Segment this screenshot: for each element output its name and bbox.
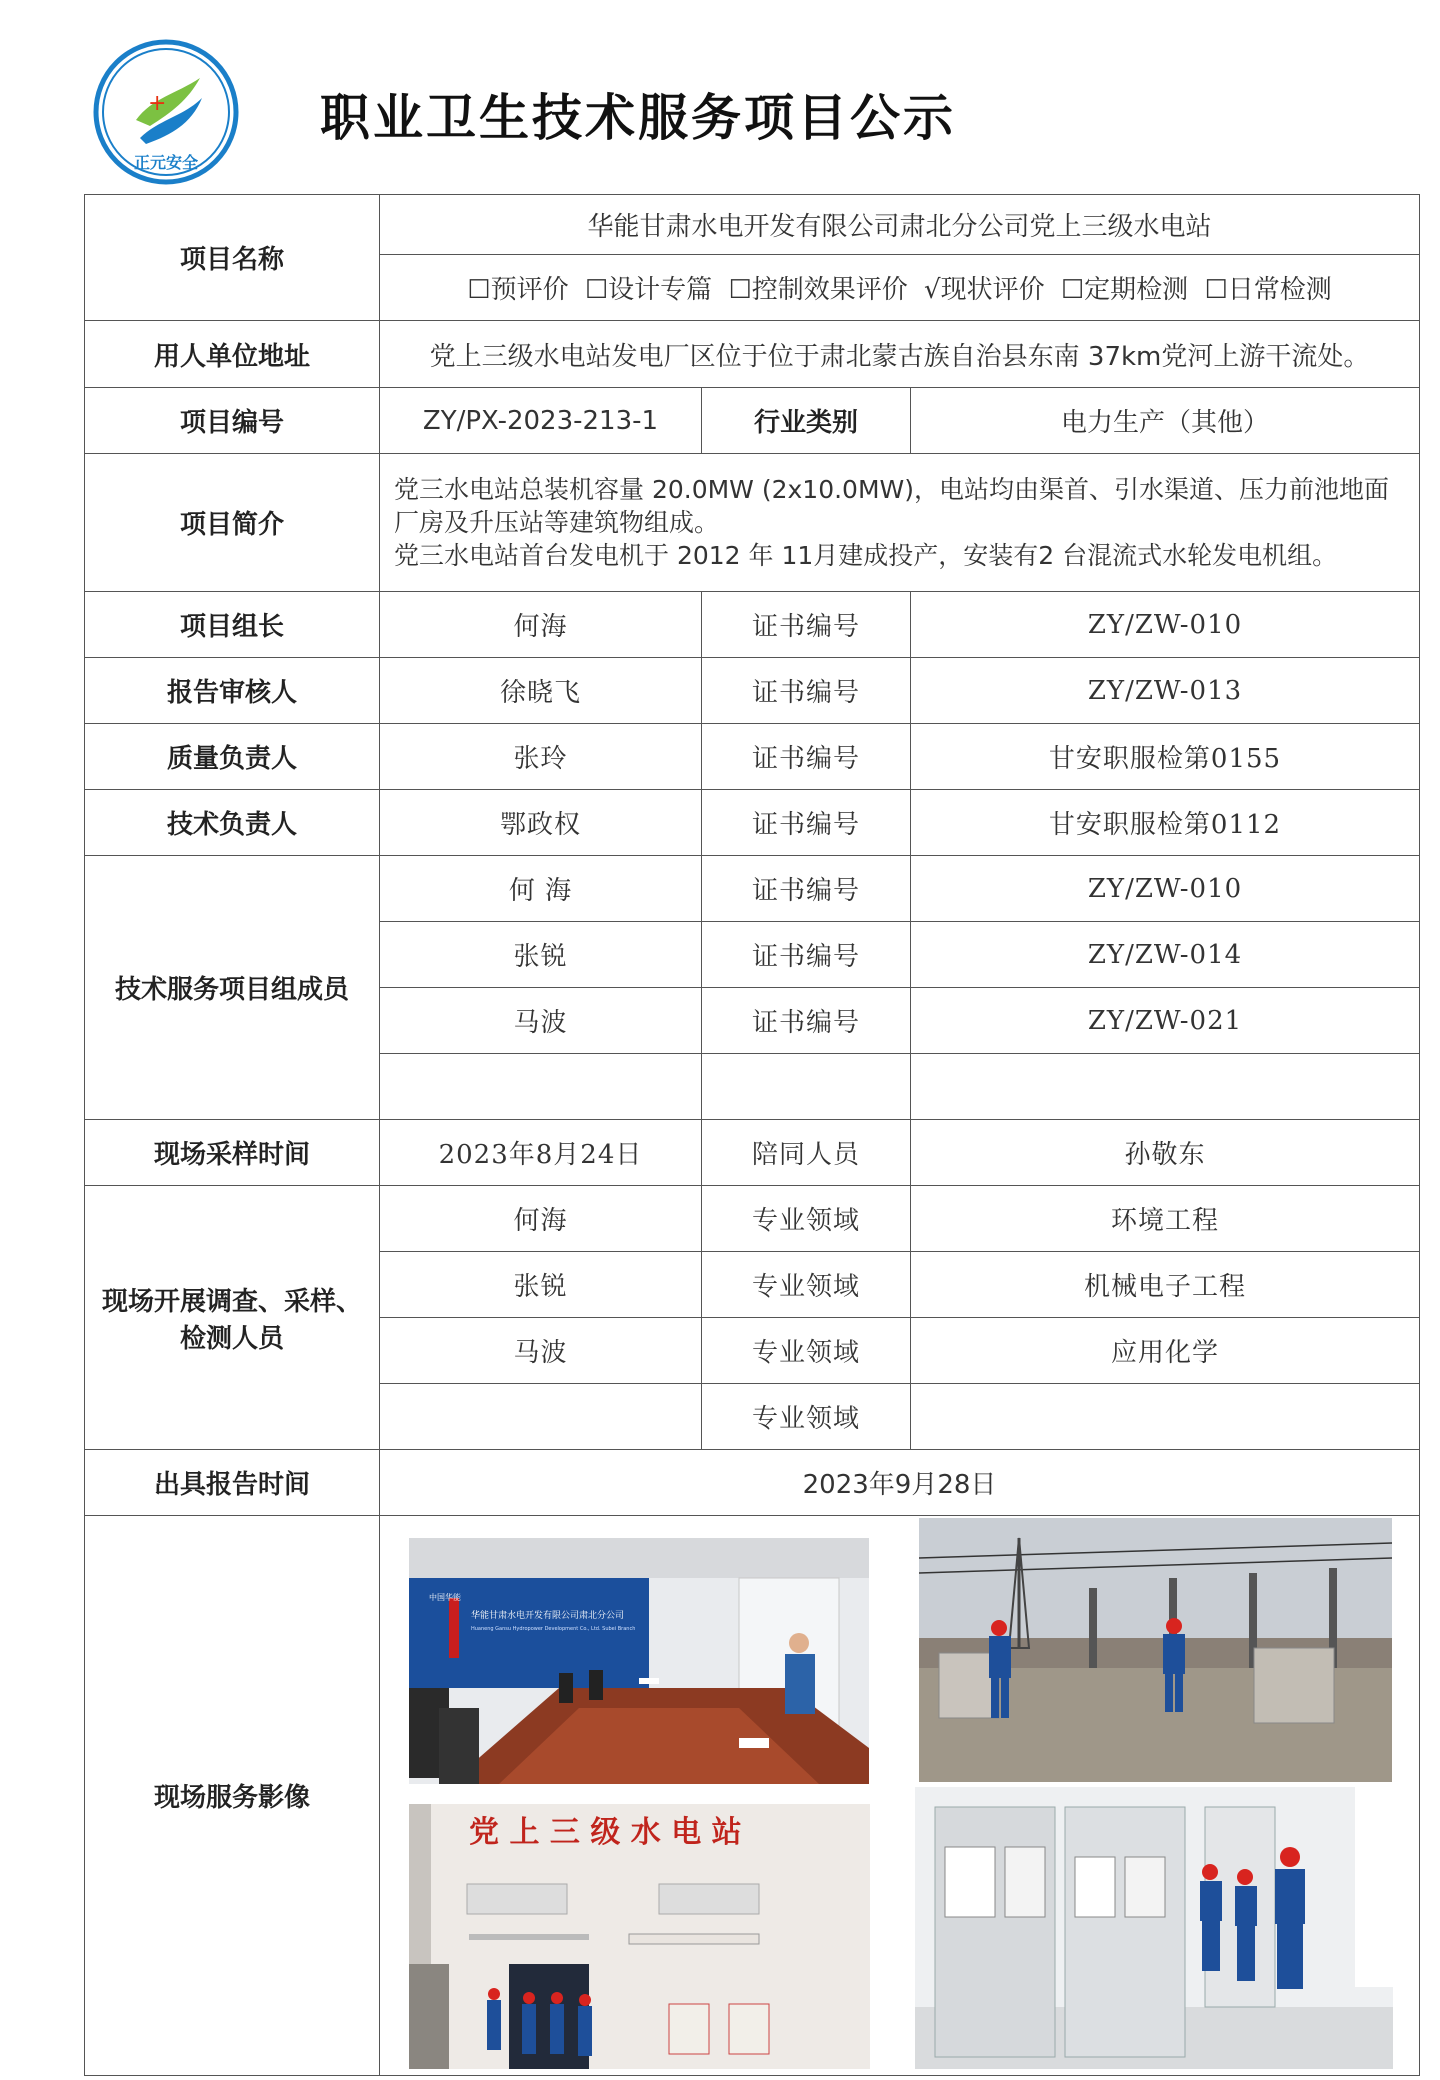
report-date-label: 出具报告时间 (85, 1450, 380, 1516)
field-label: 专业领域 (702, 1252, 911, 1318)
members-label: 技术服务项目组成员 (85, 856, 380, 1120)
field-label: 专业领域 (702, 1384, 911, 1450)
cert-number: ZY/ZW-013 (911, 658, 1420, 724)
project-name-value: 华能甘肃水电开发有限公司肃北分公司党上三级水电站 (380, 195, 1420, 255)
member-name: 马波 (380, 988, 702, 1054)
project-intro-text (380, 454, 1420, 592)
banner-subtitle: Huaneng Gansu Hydropower Development Co., Ltd. Subei Branch (471, 1626, 636, 1632)
field-value: 环境工程 (911, 1186, 1420, 1252)
staff-role: 技术负责人 (85, 790, 380, 856)
project-number-label: 项目编号 (85, 388, 380, 454)
cert-number: 甘安职服检第0112 (911, 790, 1420, 856)
cert-number: ZY/ZW-014 (911, 922, 1420, 988)
survey-label-line: 检测人员 (179, 1323, 284, 1354)
evaluation-type-options (380, 255, 1420, 321)
field-value (911, 1384, 1420, 1450)
surveyor-name: 马波 (380, 1318, 702, 1384)
field-value: 机械电子工程 (911, 1252, 1420, 1318)
disclosure-table (84, 194, 1420, 2076)
address-label: 用人单位地址 (85, 321, 380, 388)
staff-name: 鄂政权 (380, 790, 702, 856)
photos-label: 现场服务影像 (85, 1516, 380, 2076)
project-intro-label: 项目简介 (85, 454, 380, 592)
photo-grid (380, 1516, 1420, 2076)
option-status-evaluation: √现状评价 (924, 275, 1045, 305)
cert-label: 证书编号 (702, 856, 911, 922)
staff-name: 张玲 (380, 724, 702, 790)
option-control-effect: ☐控制效果评价 (728, 275, 908, 305)
surveyor-name (380, 1384, 702, 1450)
staff-name: 徐晓飞 (380, 658, 702, 724)
survey-label-line: 现场开展调查、采样、 (101, 1286, 362, 1317)
field-label: 专业领域 (702, 1186, 911, 1252)
intro-line: 党三水电站总装机容量 20.0MW (2x10.0MW)，电站均由渠首、引水渠道、压力前池地面厂房及升压站等建筑物组成。 (394, 475, 1390, 537)
svg-text:+: + (148, 91, 167, 116)
option-periodic-test: ☐定期检测 (1060, 275, 1189, 305)
photo-station-exterior (409, 1804, 870, 2069)
sampling-time-label: 现场采样时间 (85, 1120, 380, 1186)
intro-line: 党三水电站首台发电机于 2012 年 11月建成投产，安装有2 台混流式水轮发电机组。 (394, 541, 1338, 570)
member-name: 何 海 (380, 856, 702, 922)
company-logo (92, 38, 240, 186)
field-value: 应用化学 (911, 1318, 1420, 1384)
photo-meeting-room (409, 1538, 869, 1784)
photo-substation (919, 1518, 1392, 1782)
station-sign: 党 上 三 级 水 电 站 (469, 1815, 742, 1850)
surveyor-name: 张锐 (380, 1252, 702, 1318)
report-date-value: 2023年9月28日 (380, 1450, 1420, 1516)
empty-cell (911, 1054, 1420, 1120)
option-pre-evaluation: ☐预评价 (467, 275, 569, 305)
accompany-label: 陪同人员 (702, 1120, 911, 1186)
cert-number: ZY/ZW-010 (911, 856, 1420, 922)
surveyor-name: 何海 (380, 1186, 702, 1252)
project-name-label: 项目名称 (85, 195, 380, 321)
accompany-name: 孙敬东 (911, 1120, 1420, 1186)
staff-role: 项目组长 (85, 592, 380, 658)
survey-staff-label (85, 1186, 380, 1450)
banner-brand: 中国华能 (429, 1593, 461, 1602)
project-number-value: ZY/PX-2023-213-1 (380, 388, 702, 454)
page-title: 职业卫生技术服务项目公示 (320, 89, 956, 147)
empty-cell (380, 1054, 702, 1120)
staff-name: 何海 (380, 592, 702, 658)
cert-label: 证书编号 (702, 988, 911, 1054)
banner-title: 华能甘肃水电开发有限公司肃北分公司 (471, 1611, 625, 1621)
address-value: 党上三级水电站发电厂区位于位于肃北蒙古族自治县东南 37km党河上游干流处。 (380, 321, 1420, 388)
cert-label: 证书编号 (702, 922, 911, 988)
sampling-date: 2023年8月24日 (380, 1120, 702, 1186)
option-design: ☐设计专篇 (584, 275, 713, 305)
cert-label: 证书编号 (702, 790, 911, 856)
cert-label: 证书编号 (702, 658, 911, 724)
cert-label: 证书编号 (702, 724, 911, 790)
photo-control-room (915, 1787, 1393, 2069)
empty-cell (702, 1054, 911, 1120)
option-daily-test: ☐日常检测 (1204, 275, 1332, 305)
cert-label: 证书编号 (702, 592, 911, 658)
industry-value: 电力生产（其他） (911, 388, 1420, 454)
cert-number: 甘安职服检第0155 (911, 724, 1420, 790)
member-name: 张锐 (380, 922, 702, 988)
staff-role: 质量负责人 (85, 724, 380, 790)
staff-role: 报告审核人 (85, 658, 380, 724)
logo-text: 正元安全 (133, 153, 199, 172)
field-label: 专业领域 (702, 1318, 911, 1384)
cert-number: ZY/ZW-010 (911, 592, 1420, 658)
industry-label: 行业类别 (702, 388, 911, 454)
cert-number: ZY/ZW-021 (911, 988, 1420, 1054)
